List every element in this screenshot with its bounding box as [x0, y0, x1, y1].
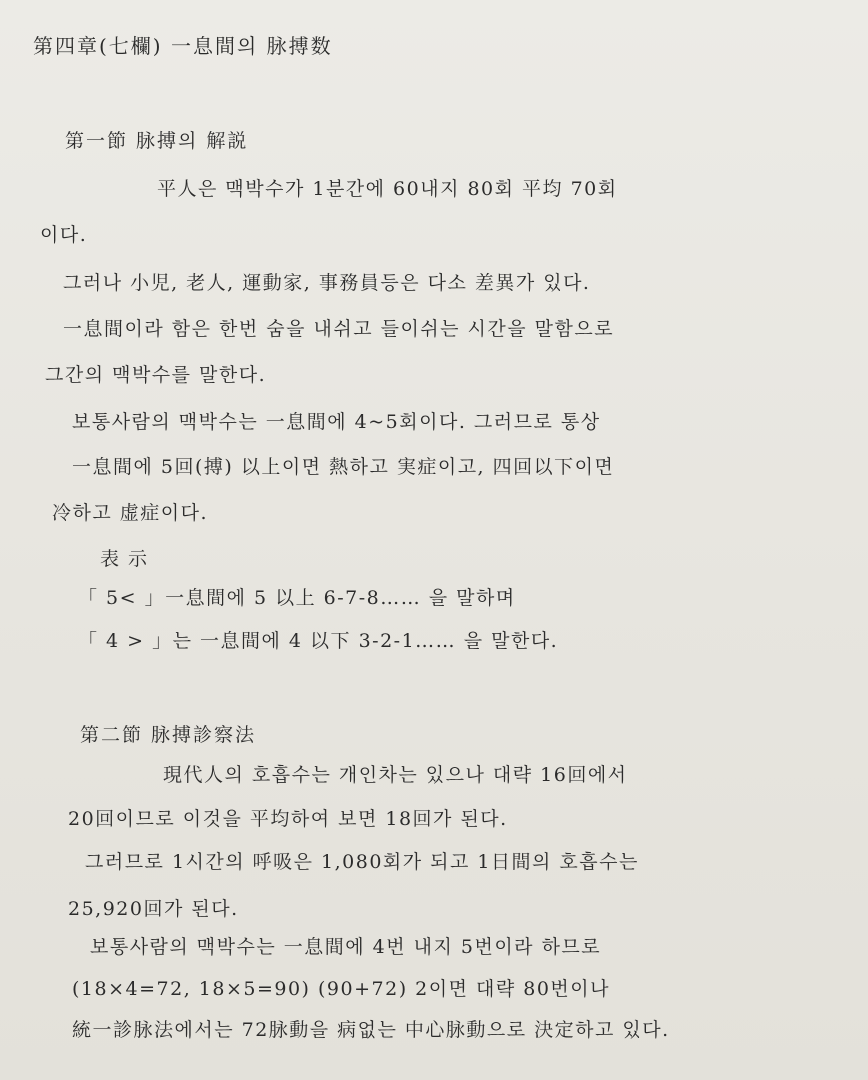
section2-line-2: 20回이므로 이것을 平均하여 보면 18回가 된다. — [68, 808, 508, 830]
chapter-title: 第四章(七欄) 一息間의 脉搏数 — [33, 34, 333, 58]
section2-line-7: 統一診脉法에서는 72脉動을 病없는 中心脉動으로 決定하고 있다. — [72, 1019, 670, 1041]
section1-line-5: 그간의 맥박수를 말한다. — [45, 364, 267, 386]
section2-heading: 第二節 脉搏診察法 — [80, 724, 257, 746]
section1-line-7: 一息間에 5回(搏) 以上이면 熱하고 実症이고, 四回以下이면 — [72, 456, 615, 478]
section1-line-1: 平人은 맥박수가 1분간에 60내지 80회 平均 70회 — [157, 178, 618, 200]
legend-line-1: 「 5< 」一息間에 5 以上 6-7-8…… 을 말하며 — [78, 587, 516, 609]
section2-line-3: 그러므로 1시간의 呼吸은 1,080회가 되고 1日間의 호흡수는 — [85, 851, 639, 873]
legend-label: 表 示 — [100, 548, 149, 570]
legend-line-2: 「 4 > 」는 一息間에 4 以下 3-2-1…… 을 말한다. — [78, 630, 559, 652]
section1-heading: 第一節 脉搏의 解説 — [65, 130, 249, 152]
section1-line-4: 一息間이라 함은 한번 숨을 내쉬고 들이쉬는 시간을 말함으로 — [63, 318, 615, 340]
section2-line-4: 25,920回가 된다. — [68, 898, 239, 920]
section1-line-6: 보통사람의 맥박수는 一息間에 4~5회이다. 그러므로 통상 — [72, 411, 601, 433]
section2-line-6: (18×4=72, 18×5=90) (90+72) 2이면 대략 80번이나 — [72, 978, 610, 1000]
section2-line-1: 現代人의 호흡수는 개인차는 있으나 대략 16回에서 — [163, 764, 628, 786]
section1-line-8: 冷하고 虚症이다. — [52, 502, 208, 524]
section1-line-3: 그러나 小児, 老人, 運動家, 事務員등은 다소 差異가 있다. — [63, 272, 591, 294]
section1-line-2: 이다. — [40, 224, 88, 246]
section2-line-5: 보통사람의 맥박수는 一息間에 4번 내지 5번이라 하므로 — [90, 936, 602, 958]
